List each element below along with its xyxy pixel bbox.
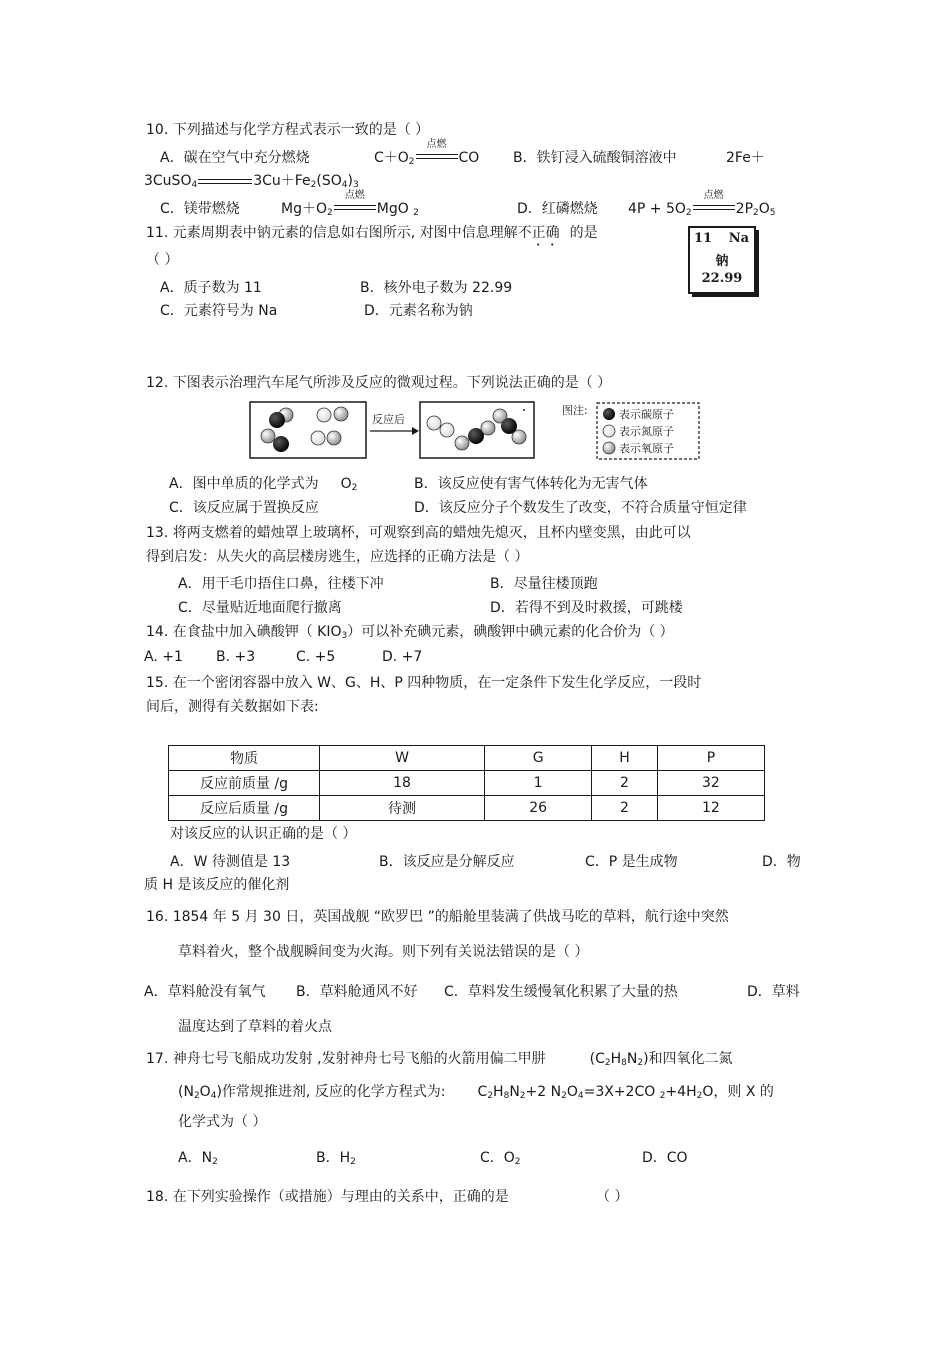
q16-option-b: B．草料舱通风不好	[296, 984, 418, 1000]
legend-item-carbon: 表示碳原子	[619, 408, 674, 421]
q12-option-d: D．该反应分子个数发生了改变，不符合质量守恒定律	[414, 500, 747, 516]
q14-option-d: D. +7	[382, 649, 423, 665]
q14-option-c: C. +5	[296, 649, 336, 665]
table-cell: 2	[592, 796, 658, 821]
q13-stem-line1: 13. 将两支燃着的蜡烛罩上玻璃杯，可观察到高的蜡烛先熄灭，且杯内壁变黑，由此可以	[146, 525, 691, 541]
q17-option-b: B．$H_2$	[316, 1150, 356, 1167]
q11-option-c: C．元素符号为 Na	[160, 303, 278, 319]
q15-after-table: 对该反应的认识正确的是（ ）	[170, 826, 357, 842]
q15-stem-line2: 间后，测得有关数据如下表:	[146, 699, 319, 715]
table-header-cell: G	[485, 746, 592, 771]
table-header-cell: P	[657, 746, 764, 771]
q11-option-d: D．元素名称为钠	[364, 303, 473, 319]
atomic-number: 11	[694, 231, 713, 246]
legend-item-oxygen: 表示氧原子	[619, 442, 674, 455]
q12-option-a: A．图中单质的化学式为 $O_2$	[169, 476, 358, 493]
oxygen-atom-icon	[603, 442, 615, 454]
q11-paren: （ ）	[146, 252, 179, 268]
emphasized-word: 正确	[531, 225, 560, 241]
q14-stem: 14. 在食盐中加入碘酸钾（ $KIO_3$）可以补充碘元素，碘酸钾中碘元素的化合价为（ ）	[146, 624, 674, 641]
q11-option-a: A．质子数为 11	[160, 280, 262, 296]
table-cell: 反应前质量 /g	[169, 771, 320, 796]
table-header-row	[169, 746, 765, 771]
q13-stem-line2: 得到启发：从失火的高层楼房逃生，应选择的正确方法是（ ）	[146, 549, 529, 565]
q17-stem-line3: 化学式为（ ）	[178, 1114, 267, 1130]
q17-option-d: D．CO	[642, 1150, 688, 1166]
q10-eq-d: $4P + 5O_2$ 点燃 $2P_2O_5$	[628, 190, 776, 218]
q10-eq-b-part1: 2Fe＋	[726, 150, 765, 166]
q13-option-a: A．用干毛巾捂住口鼻，往楼下冲	[178, 576, 384, 592]
q12-option-c: C．该反应属于置换反应	[169, 500, 319, 516]
q15-option-d-part2: 质 H 是该反应的催化剂	[144, 877, 290, 893]
q17-option-a: A．$N_2$	[178, 1150, 218, 1167]
q16-option-a: A．草料舱没有氧气	[144, 984, 266, 1000]
q17-option-c: C．$O_2$	[480, 1150, 521, 1167]
table-cell: 2	[592, 771, 658, 796]
atomic-mass: 22.99	[701, 271, 743, 286]
q18-paren: （ ）	[596, 1189, 629, 1205]
table-row	[169, 771, 765, 796]
q15-option-b: B．该反应是分解反应	[379, 854, 515, 870]
element-symbol: Na	[728, 231, 749, 246]
table-row	[169, 796, 765, 821]
q10-option-a	[160, 149, 310, 167]
q11-stem: 11. 元素周期表中钠元素的信息如右图所示, 对图中信息理解不正确 的是	[146, 225, 598, 241]
q17-stem-line2: $(N_2O_4)$作常规推进剂, 反应的化学方程式为: $C_2H_8N_2+2$ $N_2O_4=3X+2CO$ $_2+4H_2O$，则 X 的	[178, 1084, 774, 1101]
nitrogen-atom-icon	[603, 425, 615, 437]
q16-stem-line1: 16. 1854 年 5 月 30 日，英国战舰 “欧罗巴 ”的船舱里装满了供战马吃的草料，航行途中突然	[146, 909, 729, 925]
q15-option-a: A．W 待测值是 13	[170, 854, 291, 870]
q12-option-b: B．该反应使有害气体转化为无害气体	[414, 476, 648, 492]
reaction-condition-arrow: 点燃	[334, 202, 376, 216]
reaction-condition-arrow: 点燃	[693, 202, 735, 216]
table-cell: 反应后质量 /g	[169, 796, 320, 821]
q10-option-b-text: B．铁钉浸入硫酸铜溶液中	[513, 150, 677, 166]
reaction-condition-arrow: 点燃	[416, 151, 458, 165]
q10-eq-c: $Mg+O_2$ 点燃 MgO $_2$	[281, 190, 419, 218]
q11-option-b: B．核外电子数为 22.99	[360, 280, 513, 296]
q16-option-c: C．草料发生缓慢氧化积累了大量的热	[444, 984, 678, 1000]
q15-option-c: C．P 是生成物	[585, 854, 678, 870]
q17-stem-line1: 17. 神舟七号飞船成功发射 ,发射神舟七号飞船的火箭用偏二甲肼 $(C_2H_8N_2)$和四氧化二氮	[146, 1051, 733, 1068]
q10-option-a-text: A．碳在空气中充分燃烧	[160, 150, 310, 166]
q10-eq-a: $C+O_2$ 点燃 CO	[374, 139, 480, 167]
element-name: 钠	[715, 254, 729, 269]
table-cell: 1	[485, 771, 592, 796]
table-header-cell: H	[592, 746, 658, 771]
q13-option-c: C．尽量贴近地面爬行撤离	[178, 600, 342, 616]
reaction-equals	[198, 174, 252, 188]
table-cell: 26	[485, 796, 592, 821]
q16-option-d-part1: D．草料	[747, 984, 800, 1000]
legend-item-nitrogen: 表示氮原子	[619, 425, 674, 438]
q15-stem-line1: 15. 在一个密闭容器中放入 W、G、H、P 四种物质，在一定条件下发生化学反应，一段时	[146, 675, 702, 691]
q10-option-c-text: C．镁带燃烧	[160, 201, 240, 217]
arrow-label: 反应后	[372, 413, 405, 426]
table-cell: 32	[657, 771, 764, 796]
q10-stem: 10. 下列描述与化学方程式表示一致的是（ ）	[146, 122, 430, 138]
q14-option-b: B. +3	[216, 649, 256, 665]
q16-stem-line2: 草料着火，整个战舰瞬间变为火海。则下列有关说法错误的是（ ）	[178, 944, 589, 960]
table-cell: 12	[657, 796, 764, 821]
table-cell: 18	[320, 771, 485, 796]
q16-option-d-part2: 温度达到了草料的着火点	[178, 1019, 332, 1035]
table-header-cell: W	[320, 746, 485, 771]
q18-stem: 18. 在下列实验操作（或措施）与理由的关系中，正确的是	[146, 1189, 509, 1205]
q12-stem: 12. 下图表示治理汽车尾气所涉及反应的微观过程。下列说法正确的是（ ）	[146, 375, 612, 391]
q13-option-b: B．尽量往楼顶跑	[490, 576, 598, 592]
sodium-element-tile	[688, 226, 760, 298]
q14-option-a: A. +1	[144, 649, 183, 665]
mass-data-table	[168, 745, 765, 821]
table-header-cell: 物质	[169, 746, 320, 771]
q10-eq-b-part2: 3CuSO$_4$ $3Cu+Fe_2(SO_4)_3$	[144, 173, 359, 190]
legend-title: 图注:	[562, 404, 588, 417]
table-cell: 待测	[320, 796, 485, 821]
q13-option-d: D．若得不到及时救援，可跳楼	[490, 600, 683, 616]
reaction-micro-diagram	[248, 398, 708, 466]
q10-option-d-text: D．红磷燃烧	[517, 201, 598, 217]
q15-option-d-part1: D．物	[762, 854, 801, 870]
carbon-atom-icon	[603, 408, 615, 420]
